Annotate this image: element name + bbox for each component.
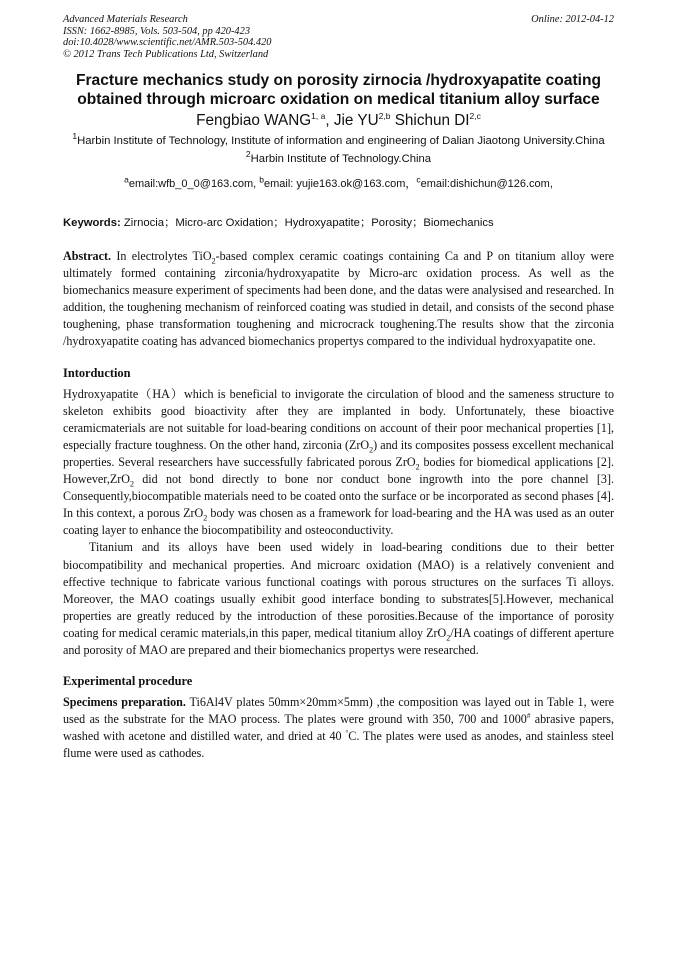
- author-2-affil: 2,b: [378, 110, 391, 121]
- title-line-2: obtained through microarc oxidation on medical titanium alloy surface: [77, 91, 600, 108]
- affiliation-2: [63, 148, 614, 169]
- paragraph-text: Titanium and its alloys have been used widely in load-bearing conditions due to their better biocompatibility and mechanical properties. And microarc oxidation (MAO) is a relatively convenient and effective technique to fabricate various functional coatings with porous structures on the surfaces Ti alloys. Moreover, the MAO coatings usually exhibit good interface bonding to substrates[5].However, mechanical properties are greatly reduced by the introduction of these porosities.Because of the importance of porosity coating for medical ceramic materials,in this paper, medical titanium alloy ZrO: [63, 540, 614, 640]
- journal-header: [63, 14, 614, 60]
- online-date: Online: 2012-04-12: [531, 14, 614, 25]
- intro-paragraph-1: [63, 386, 614, 540]
- email-2: email: yujie163.ok@163.com，: [263, 178, 417, 190]
- keywords: [63, 216, 614, 230]
- subscript: 2: [369, 445, 374, 455]
- subsection-label: Specimens preparation.: [63, 695, 186, 710]
- keywords-text: Zirnocia；Micro-arc Oxidation；Hydroxyapatite；Porosity；Biomechanics: [120, 217, 494, 229]
- paragraph-text: bodies for biomedical applications [2]. However,ZrO: [63, 454, 614, 487]
- paper-page: [63, 14, 614, 762]
- subscript: 2: [203, 513, 208, 523]
- paragraph-text: Ti6Al4V plates 50mm×20mm×5mm) ,the composition was layed out in Table 1, were used as the substrate for the MAO process. The plates were ground with 350, 700 and 1000: [63, 695, 614, 727]
- affiliation-2-text: Harbin Institute of Technology.China: [250, 152, 432, 165]
- intro-paragraph-2: [63, 539, 614, 659]
- abstract-text: In electrolytes TiO: [111, 249, 212, 263]
- affiliation-1: [63, 133, 614, 151]
- subscript: 2: [446, 633, 451, 643]
- abstract-text: -based complex ceramic coatings containing Ca and P on titanium alloy were ultimately formed containing zirconia/hydroxyapatite by Micro-arc oxidation process. As well as the biomechanics measure experiment of speciments had been done, and the datas were analysised and researched. In addition, the toughening mechanism of reinforced coating was studied in detail, and consists of the second phase toughening, phase transformation toughening and microcrack toughening.The results show that the zirconia /hydroxyapatite coating has advanced biomechanics propertys compared to the individual hydroxyapatite one.: [63, 249, 614, 349]
- author-1-affil: 1, a: [311, 110, 326, 121]
- author-3-affil: 2,c: [469, 110, 481, 121]
- subscript: 2: [211, 256, 216, 266]
- email-list: [63, 174, 614, 191]
- superscript: #: [526, 712, 531, 721]
- paper-title: [63, 71, 614, 109]
- affiliation-1-text: Harbin Institute of Technology, Institute of information and engineering of Dalian Jiaotong University.China: [77, 135, 605, 147]
- affiliation-2-marker: 2: [245, 148, 251, 159]
- paragraph-text: ) and its composites possess excellent mechanical properties. Several researchers have successfully fabricated porous ZrO: [63, 437, 614, 469]
- paragraph-text: abrasive papers, washed with acetone and distilled water, and dried at 40: [63, 712, 614, 744]
- keywords-label: Keywords:: [63, 217, 121, 229]
- superscript: °: [345, 729, 349, 738]
- section-heading-experimental: Experimental procedure: [63, 674, 193, 689]
- paragraph-text: did not bond directly to bone nor conduct bone ingrowth into the pore channel [3]. Consequently,biocompatible materials need to be coated onto the surface or be incorporated as second phases [4]. In this context, a porous ZrO: [63, 472, 614, 521]
- issn-line: ISSN: 1662-8985, Vols. 503-504, pp 420-423: [63, 25, 251, 37]
- author-2: , Jie YU: [325, 112, 379, 129]
- title-line-1: Fracture mechanics study on porosity zirnocia /hydroxyapatite coating: [75, 72, 602, 89]
- author-3: Shichun DI: [390, 112, 470, 129]
- email-1: email:wfb_0_0@163.com,: [128, 178, 260, 190]
- paragraph-text: /HA coatings of different aperture and porosity of MAO are prepared and their biomechanics propertys were researched.: [63, 625, 614, 657]
- paragraph-text: C. The plates were used as anodes, and stainless steel flume were used as cathodes.: [63, 729, 615, 761]
- abstract: [63, 248, 614, 351]
- affiliation-1-marker: 1: [72, 131, 78, 142]
- paragraph-text: Hydroxyapatite（HA）which is beneficial to invigorate the circulation of blood and the sameness structure to skeleton exhibits good bioactivity after they are implanted in body. Unfortunately, these bioactive ceramicmaterials are not suitable for load-bearing conditions on account of their poor mechanical properties [1], especially fracture toughness. On the other hand, zirconia (ZrO: [63, 386, 614, 452]
- abstract-label: Abstract.: [63, 249, 112, 263]
- doi-line: doi:10.4028/www.scientific.net/AMR.503-504.420: [63, 37, 272, 48]
- journal-name: Advanced Materials Research: [63, 14, 188, 25]
- author-list: [63, 111, 614, 130]
- experimental-paragraph: [63, 694, 614, 762]
- email-3: email:dishichun@126.com,: [420, 178, 553, 190]
- email-1-marker: a: [124, 174, 129, 185]
- author-1: Fengbiao WANG: [196, 112, 312, 129]
- email-3-marker: c: [416, 174, 421, 185]
- affiliations: [63, 133, 614, 168]
- section-heading-introduction: Intorduction: [63, 365, 131, 380]
- subscript: 2: [415, 462, 420, 472]
- subscript: 2: [130, 479, 135, 489]
- copyright-line: © 2012 Trans Tech Publications Ltd, Switzerland: [63, 48, 269, 60]
- paragraph-text: body was chosen as a framework for load-bearing and the HA was used as an outer coating layer to enhance the biocompatibility and osteoconductivity.: [63, 506, 614, 538]
- email-2-marker: b: [259, 174, 264, 185]
